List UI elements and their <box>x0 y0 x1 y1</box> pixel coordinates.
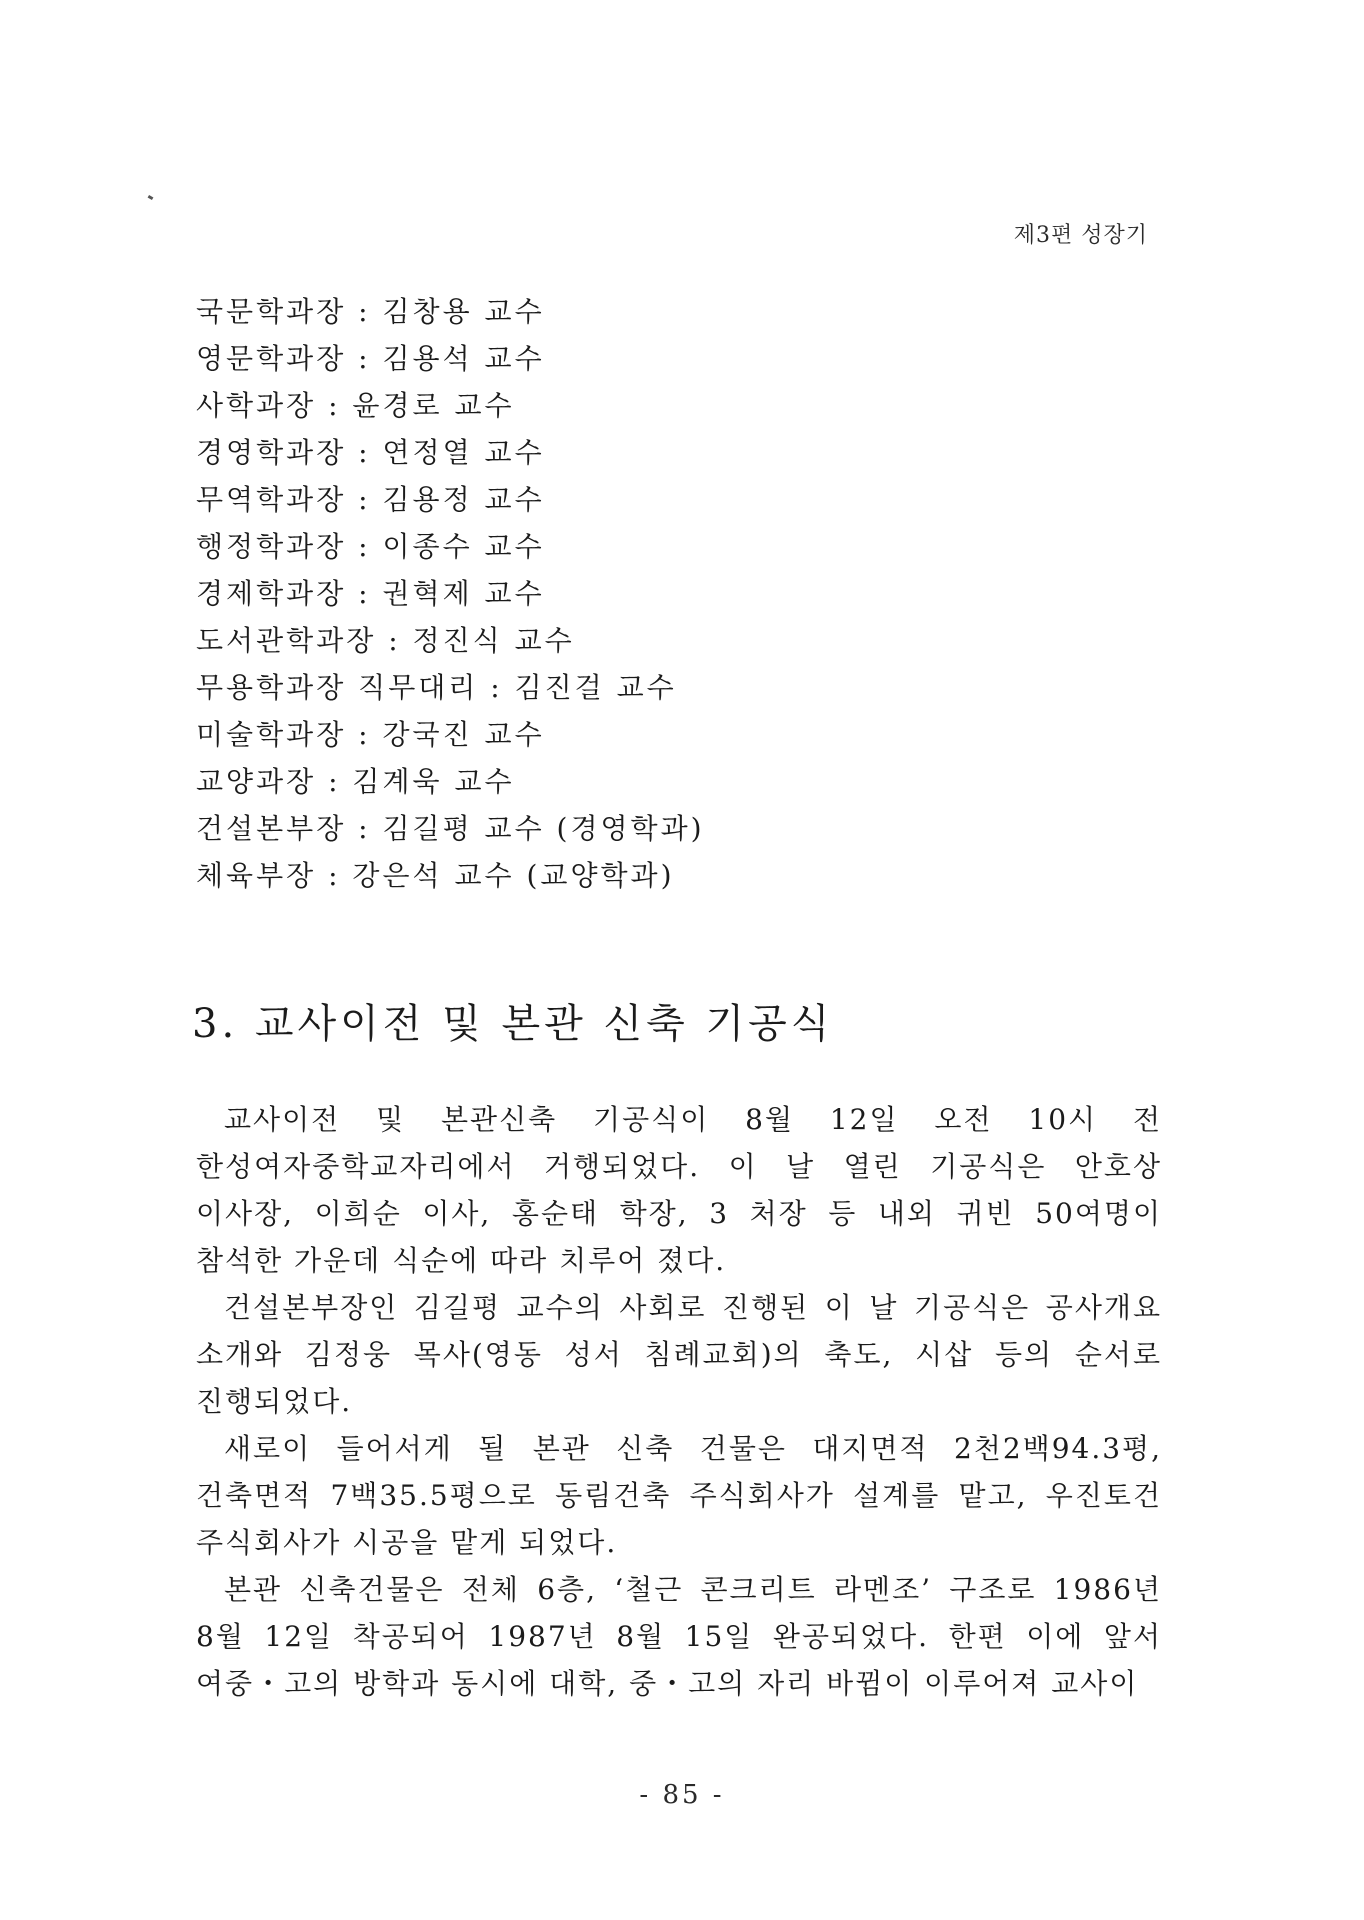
staff-list-item: 무용학과장 직무대리 : 김진걸 교수 <box>196 671 677 704</box>
staff-list-item: 국문학과장 : 김창용 교수 <box>196 295 545 328</box>
staff-list-item: 행정학과장 : 이종수 교수 <box>196 530 545 563</box>
staff-list-item: 미술학과장 : 강국진 교수 <box>196 718 545 751</box>
page-number: - 85 - <box>639 1780 725 1810</box>
staff-list <box>196 288 705 899</box>
running-header: 제3편 성장기 <box>1013 223 1148 248</box>
body-text <box>196 1096 1162 1707</box>
staff-list-item: 교양과장 : 김계욱 교수 <box>196 765 515 798</box>
staff-list-item: 경제학과장 : 권혁제 교수 <box>196 577 545 610</box>
body-paragraph: 교사이전 및 본관신축 기공식이 8월 12일 오전 10시 전 한성여자중학교자리에서 거행되었다. 이 날 열린 기공식은 안호상 이사장, 이희순 이사, 홍순태 학장, 3 처장 등 내외 귀빈 50여명이 참석한 가운데 식순에 따라 치루어 졌다. <box>196 1103 1162 1277</box>
stray-mark <box>148 195 154 200</box>
staff-list-item: 영문학과장 : 김용석 교수 <box>196 342 545 375</box>
staff-list-item: 사학과장 : 윤경로 교수 <box>196 389 515 422</box>
staff-list-item: 도서관학과장 : 정진식 교수 <box>196 624 575 657</box>
staff-list-item: 경영학과장 : 연정열 교수 <box>196 436 545 469</box>
body-paragraph: 본관 신축건물은 전체 6층, ‘철근 콘크리트 라멘조’ 구조로 1986년 8월 12일 착공되어 1987년 8월 15일 완공되었다. 한편 이에 앞서 여중・고의 방학과 동시에 대학, 중・고의 자리 바뀜이 이루어져 교사이 <box>196 1573 1162 1700</box>
body-paragraph: 건설본부장인 김길평 교수의 사회로 진행된 이 날 기공식은 공사개요 소개와 김정웅 목사(영동 성서 침례교회)의 축도, 시삽 등의 순서로 진행되었다. <box>196 1291 1162 1418</box>
staff-list-item: 체육부장 : 강은석 교수 (교양학과) <box>196 859 675 892</box>
staff-list-item: 무역학과장 : 김용정 교수 <box>196 483 545 516</box>
staff-list-item: 건설본부장 : 김길평 교수 (경영학과) <box>196 812 705 845</box>
section-title: 3. 교사이전 및 본관 신축 기공식 <box>192 1001 834 1047</box>
body-paragraph: 새로이 들어서게 될 본관 신축 건물은 대지면적 2천2백94.3평, 건축면적 7백35.5평으로 동림건축 주식회사가 설계를 맡고, 우진토건 주식회사가 시공을 맡게 되었다. <box>196 1432 1162 1559</box>
